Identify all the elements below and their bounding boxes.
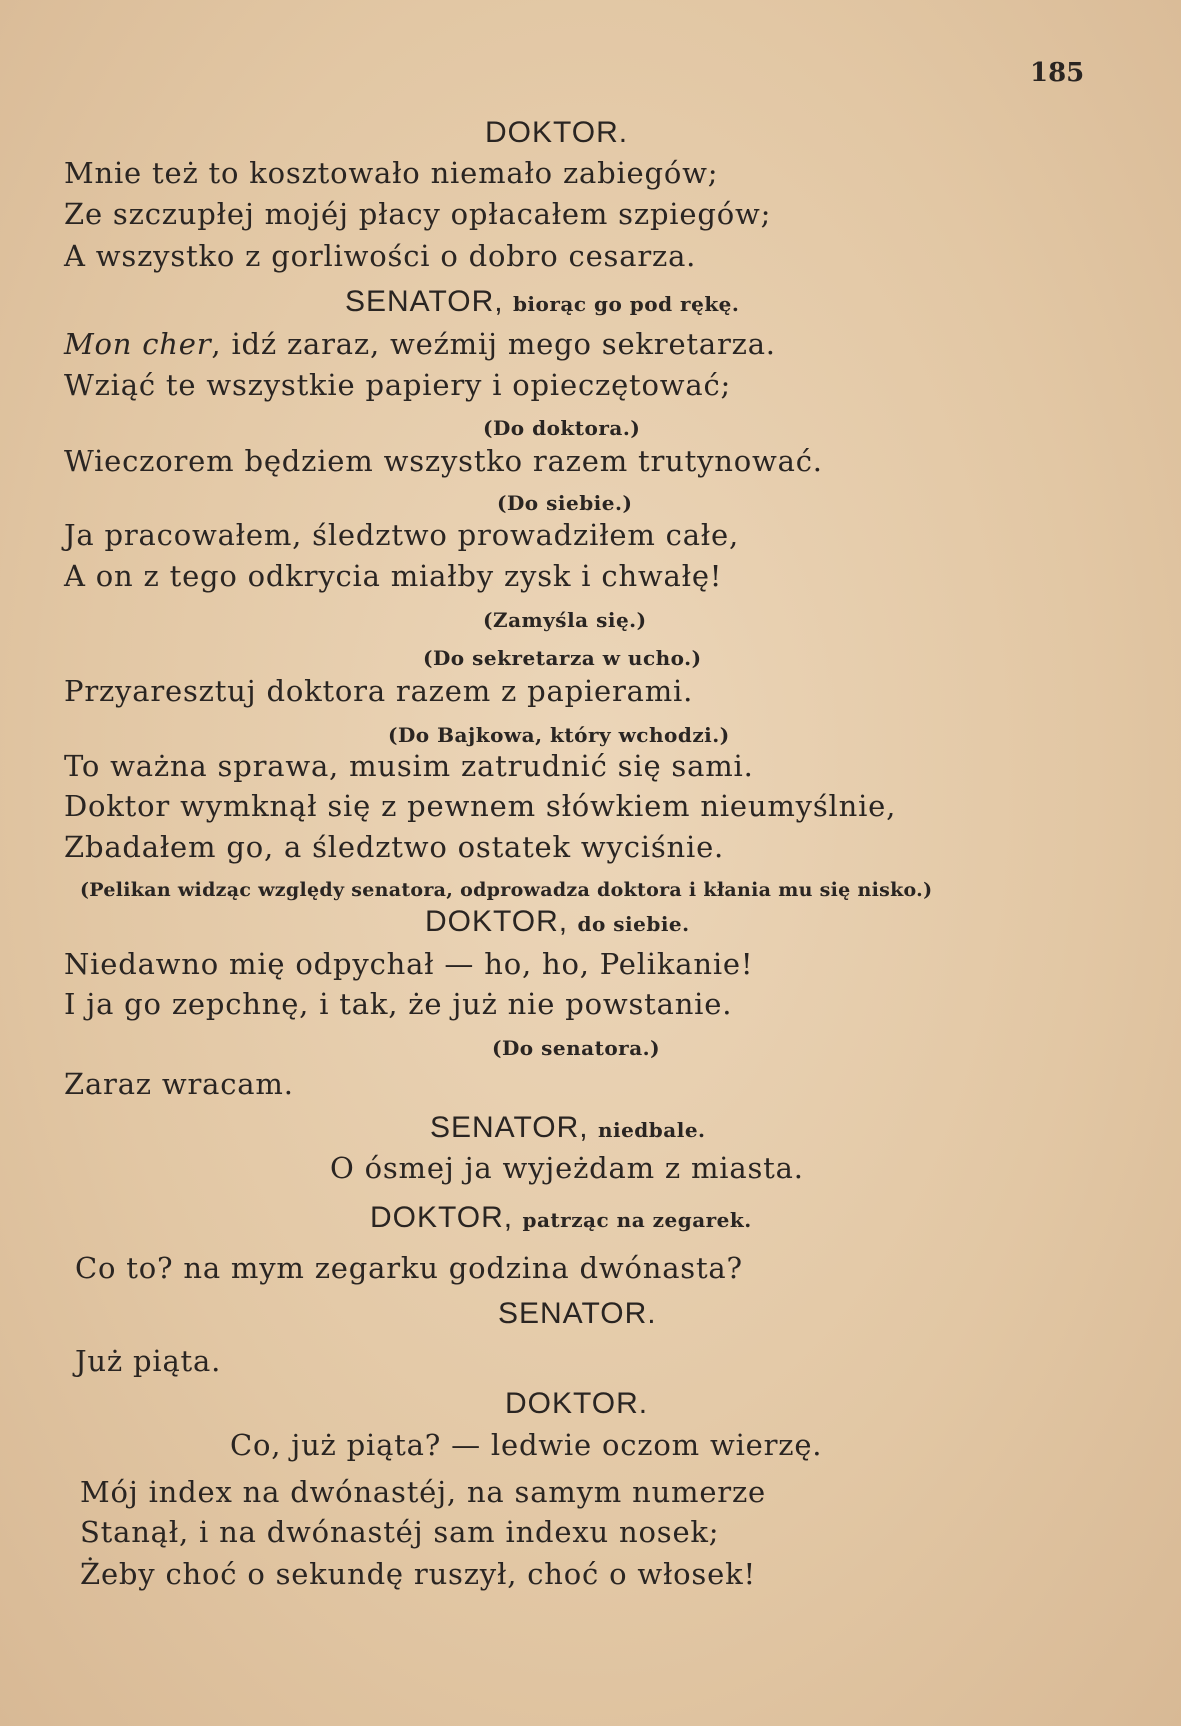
stage-direction: (Zamyśla się.): [483, 608, 647, 632]
verse-text: , idź zaraz, weźmij mego sekretarza.: [211, 327, 776, 361]
stage-direction: (Do Bajkowa, który wchodzi.): [388, 723, 730, 747]
verse-line: To ważna sprawa, musim zatrudnić się sami.: [64, 749, 754, 783]
verse-line: Stanął, i na dwónastéj sam indexu nosek;: [80, 1515, 720, 1549]
speaker-name: DOKTOR,: [370, 1201, 514, 1234]
verse-line: Mój index na dwónastéj, na samym numerze: [80, 1475, 767, 1509]
verse-line: Co, już piąta? — ledwie oczom wierzę.: [230, 1428, 823, 1462]
speaker-heading: DOKTOR.: [485, 116, 629, 149]
speaker-name: SENATOR,: [345, 285, 504, 318]
speaker-heading: SENATOR.: [498, 1297, 657, 1330]
speaker-heading: DOKTOR.: [505, 1387, 649, 1420]
stage-direction: (Pelikan widząc względy senatora, odprowadza doktora i kłania mu się nisko.): [80, 879, 933, 901]
verse-line: Wieczorem będziem wszystko razem trutynować.: [64, 444, 823, 478]
verse-line: Zbadałem go, a śledztwo ostatek wyciśnie.: [64, 830, 725, 864]
speaker-heading: [345, 284, 739, 322]
verse-line: Przyaresztuj doktora razem z papierami.: [64, 674, 694, 708]
verse-line: Żeby choć o sekundę ruszył, choć o włosek!: [80, 1557, 756, 1591]
verse-line: Już piąta.: [75, 1344, 222, 1378]
foreign-phrase: Mon cher: [64, 327, 212, 361]
speaker-heading: [430, 1110, 706, 1148]
speaker-name: DOKTOR,: [425, 905, 569, 938]
stage-direction: (Do siebie.): [497, 491, 633, 515]
verse-line: I ja go zepchnę, i tak, że już nie powstanie.: [64, 987, 733, 1021]
verse-line: A wszystko z gorliwości o dobro cesarza.: [64, 239, 697, 273]
stage-direction: patrząc na zegarek.: [522, 1208, 752, 1232]
stage-direction: biorąc go pod rękę.: [512, 292, 740, 316]
verse-line: Niedawno mię odpychał — ho, ho, Pelikanie!: [64, 947, 754, 981]
speaker-name: SENATOR,: [430, 1111, 589, 1144]
verse-line: Ze szczupłej mojéj płacy opłacałem szpiegów;: [64, 197, 772, 231]
speaker-heading: [425, 904, 690, 942]
verse-line: Co to? na mym zegarku godzina dwónasta?: [75, 1251, 743, 1285]
verse-line: Ja pracowałem, śledztwo prowadziłem całe,: [64, 518, 739, 552]
stage-direction: do siebie.: [577, 912, 690, 936]
stage-direction: (Do doktora.): [483, 416, 641, 440]
verse-line: O ósmej ja wyjeżdam z miasta.: [330, 1151, 804, 1185]
stage-direction: niedbale.: [597, 1118, 706, 1142]
verse-line: [64, 326, 776, 362]
page-number: 185: [1030, 58, 1085, 88]
verse-line: Wziąć te wszystkie papiery i opieczętować;: [64, 368, 732, 402]
verse-line: Zaraz wracam.: [64, 1067, 294, 1101]
stage-direction: (Do sekretarza w ucho.): [423, 646, 702, 670]
verse-line: Mnie też to kosztowało niemało zabiegów;: [64, 156, 719, 190]
verse-line: A on z tego odkrycia miałby zysk i chwałę!: [64, 559, 723, 593]
stage-direction: (Do senatora.): [492, 1036, 661, 1060]
verse-line: Doktor wymknął się z pewnem słówkiem nieumyślnie,: [64, 789, 897, 823]
speaker-heading: [370, 1200, 752, 1238]
